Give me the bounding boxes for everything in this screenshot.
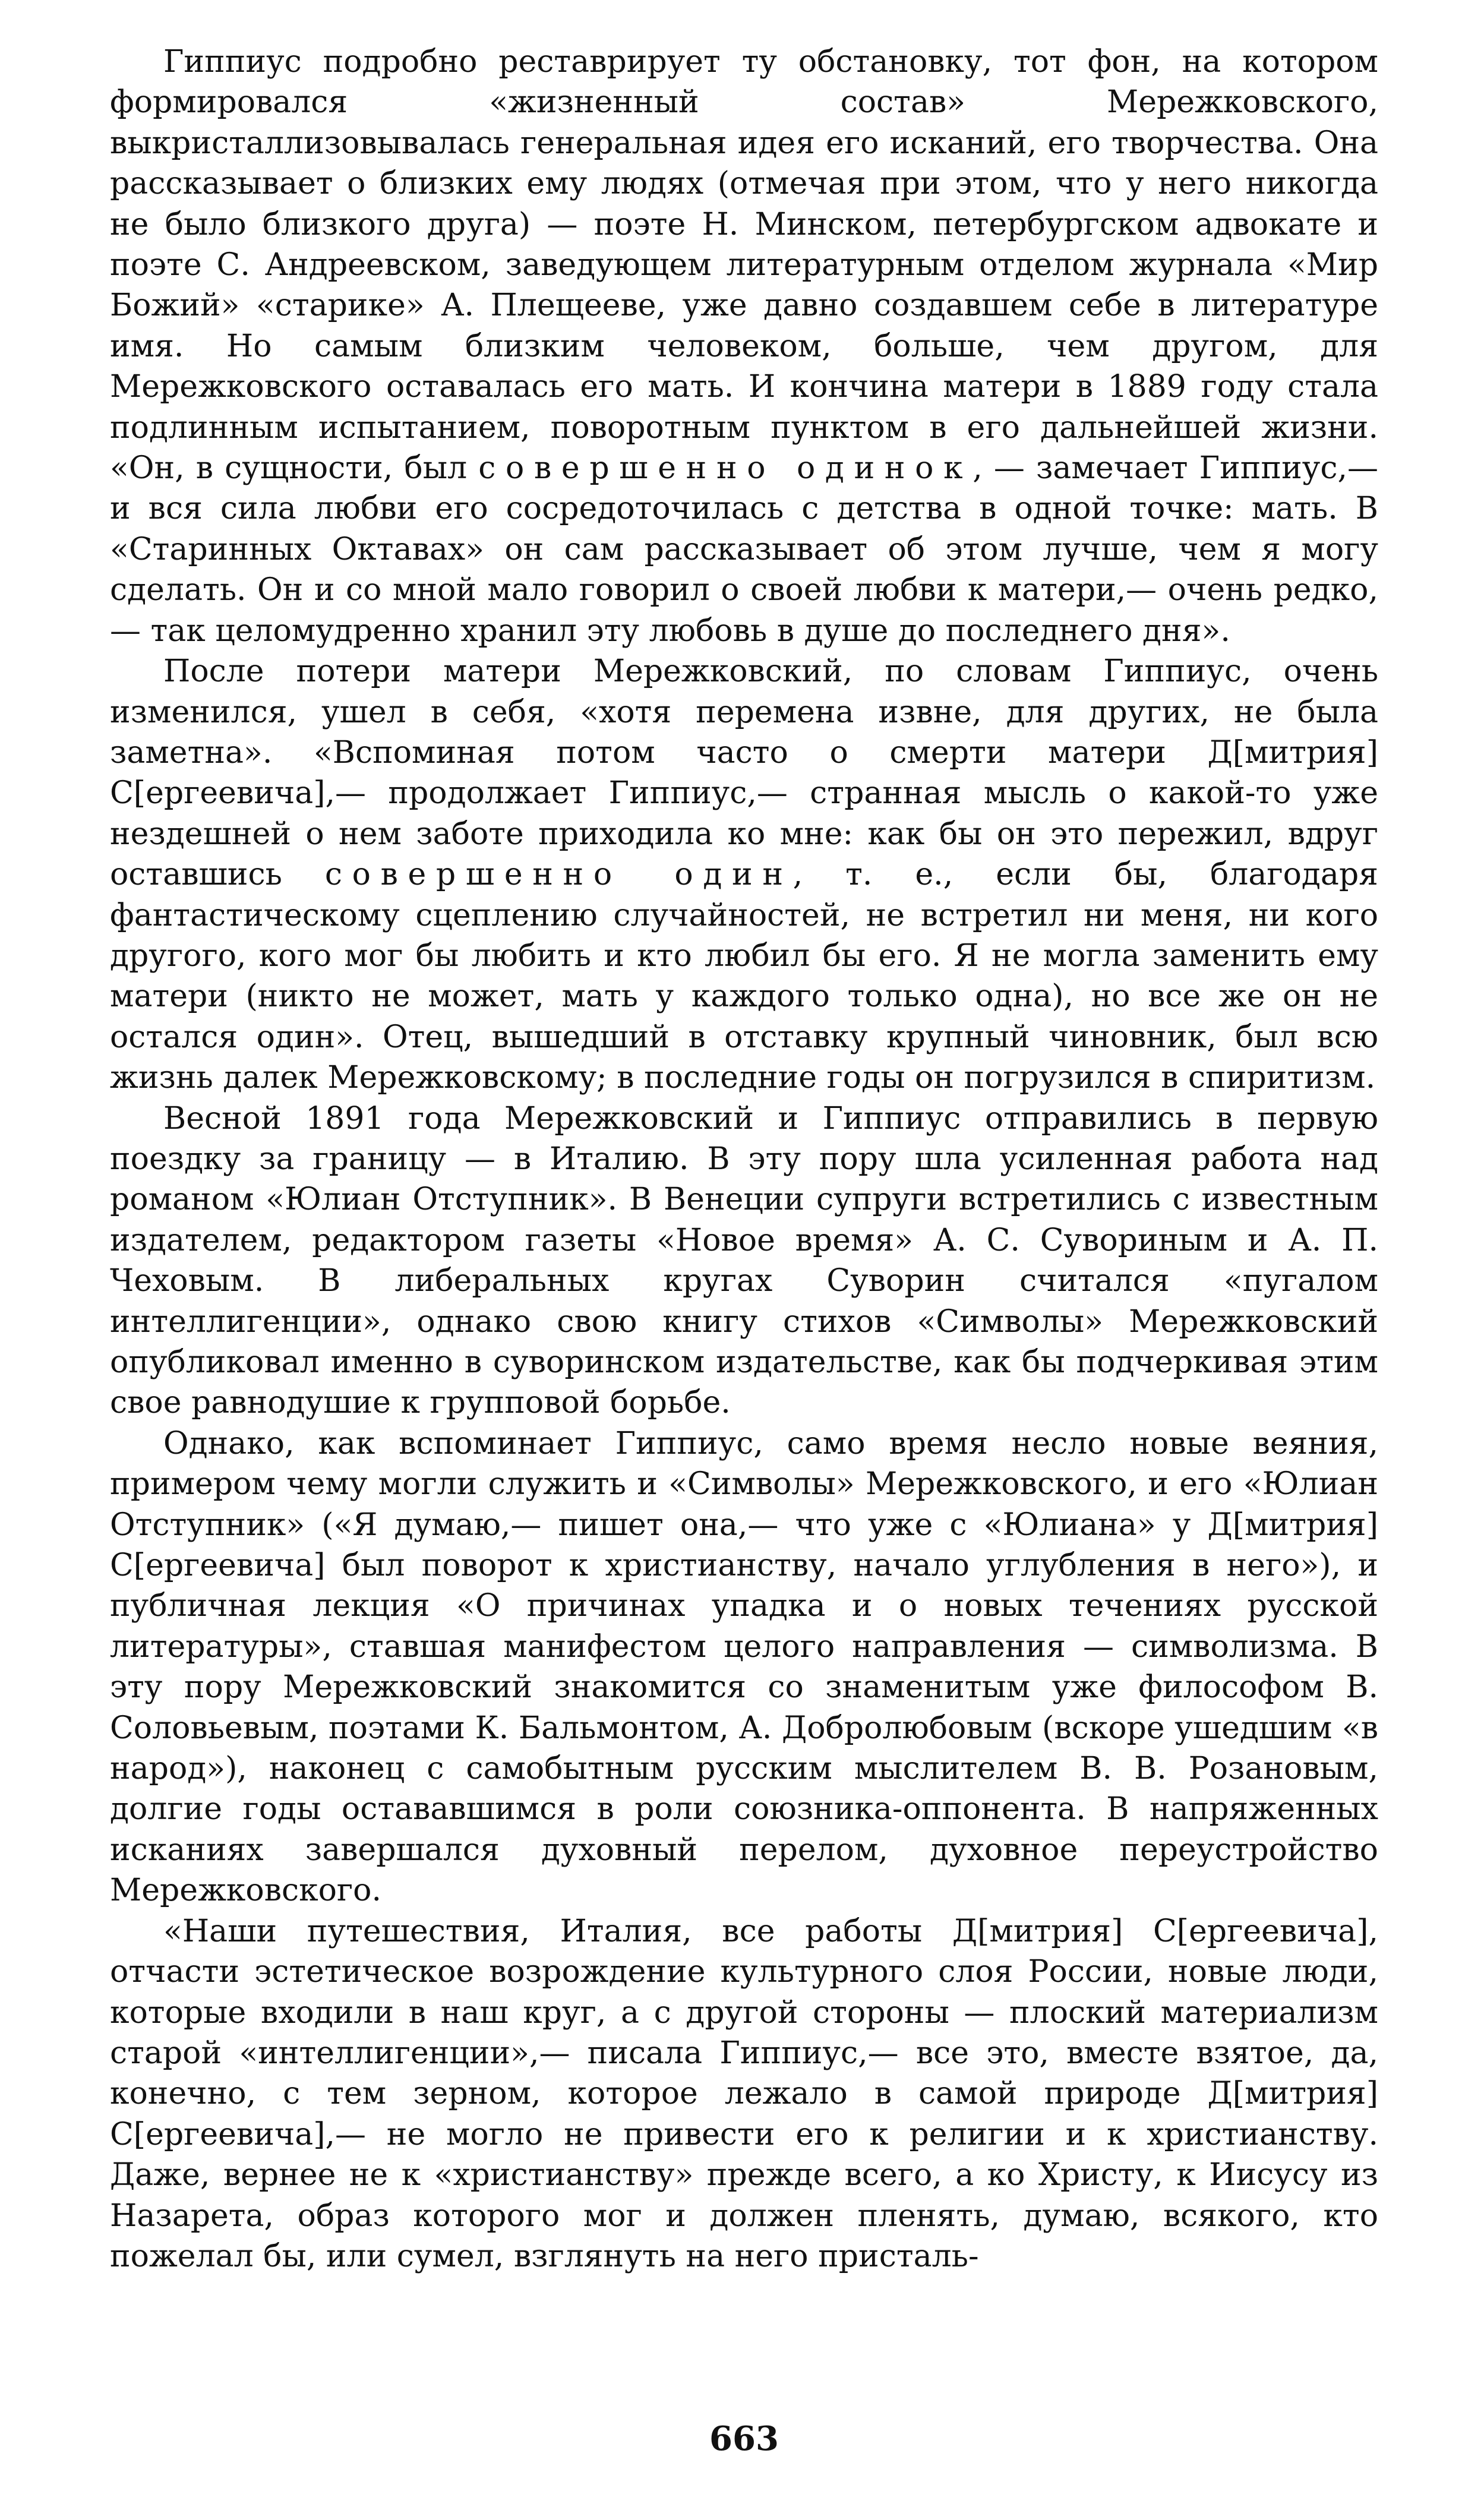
paragraph-2	[110, 651, 1378, 1098]
paragraph-3	[110, 1098, 1378, 1423]
paragraph-4	[110, 1423, 1378, 1911]
page-number: 663	[709, 2419, 779, 2458]
paragraph-text: Весной 1891 года Мережковский и Гиппиус отправились в первую поездку за границу — в Италию. В эту пору шла усиленная работа над романом «Юлиан Отступник». В Венеции супруги встретились с известным издателем, редактором газеты «Новое время» А. С. Сувориным и А. П. Чеховым. В либеральных кругах Суворин считался «пугалом интеллигенции», однако свою книгу стихов «Символы» Мережковский опубликовал именно в суворинском издательстве, как бы подчеркивая этим свое равнодушие к групповой борьбе.	[110, 1100, 1378, 1421]
paragraph-1	[110, 42, 1378, 651]
paragraph-text: Гиппиус подробно реставрирует ту обстановку, тот фон, на котором формировался «жизненный состав» Мережковского, выкристаллизовывалась генеральная идея его исканий, его творчества. Она рассказывает о близких ему людях (отмечая при этом, что у него никогда не было близкого друга) — поэте Н. Минском, петербургском адвокате и поэте С. Андреевском, заведующем литературным отделом журнала «Мир Божий» «старике» А. Плещееве, уже давно создавшем себе в литературе имя. Но самым близким человеком, больше, чем другом, для Мережковского оставалась его мать. И кончина матери в 1889 году стала подлинным испытанием, поворотным пунктом в его дальнейшей жизни. «Он, в сущности, был	[110, 44, 1378, 487]
paragraph-text: , т. е., если бы, благодаря фантастическому сцеплению случайностей, не встретил ни меня, ни кого другого, кого мог бы любить и кто любил бы его. Я не могла заменить ему матери (никто не может, мать у каждого только одна), но все же он не остался один». Отец, вышедший в отставку крупный чиновник, был всю жизнь далек Мережковскому; в последние годы он погрузился в спиритизм.	[110, 857, 1378, 1096]
paragraph-text: , — замечает Гиппиус,— и вся сила любви его сосредоточилась с детства в одной точке: мать. В «Старинных Октавах» он сам рассказывает об этом лучше, чем я могу сделать. Он и со мной мало говорил о своей любви к матери,— очень редко,— так целомудренно хранил эту любовь в душе до последнего дня».	[110, 450, 1378, 649]
paragraph-5	[110, 1911, 1378, 2277]
paragraph-text: После потери матери Мережковский, по словам Гиппиус, очень изменился, ушел в себя, «хотя перемена извне, для других, не была заметна». «Вспоминая потом часто о смерти матери Д[митрия] С[ергеевича],— продолжает Гиппиус,— странная мысль о какой-то уже нездешней о нем заботе приходила ко мне: как бы он это пережил, вдруг оставшись	[110, 653, 1378, 893]
paragraph-text: «Наши путешествия, Италия, все работы Д[митрия] С[ергеевича], отчасти эстетическое возрождение культурного слоя России, новые люди, которые входили в наш круг, а с другой стороны — плоский материализм старой «интеллигенции»,— писала Гиппиус,— все это, вместе взятое, да, конечно, с тем зерном, которое лежало в самой природе Д[митрия] С[ергеевича],— не могло не привести его к религии и к христианству. Даже, вернее не к «христианству» прежде всего, а ко Христу, к Иисусу из Назарета, образ которого мог и должен пленять, думаю, всякого, кто пожелал бы, или сумел, взглянуть на него присталь-	[110, 1913, 1378, 2274]
book-page	[110, 42, 1378, 2471]
spaced-emphasis: совершенно один	[324, 857, 793, 893]
spaced-emphasis: совершенно одинок	[478, 450, 973, 487]
paragraph-text: Однако, как вспоминает Гиппиус, само время несло новые веяния, примером чему могли служить и «Символы» Мережковского, и его «Юлиан Отступник» («Я думаю,— пишет она,— что уже с «Юлиана» у Д[митрия] С[ергеевича] был поворот к христианству, начало углубления в него»), и публичная лекция «О причинах упадка и о новых течениях русской литературы», ставшая манифестом целого направления — символизма. В эту пору Мережковский знакомится со знаменитым уже философом В. Соловьевым, поэтами К. Бальмонтом, А. Добролюбовым (вскоре ушедшим «в народ»), наконец с самобытным русским мыслителем В. В. Розановым, долгие годы остававшимся в роли союзника-оппонента. В напряженных исканиях завершался духовный перелом, духовное переустройство Мережковского.	[110, 1425, 1378, 1909]
body-text	[110, 42, 1378, 2277]
